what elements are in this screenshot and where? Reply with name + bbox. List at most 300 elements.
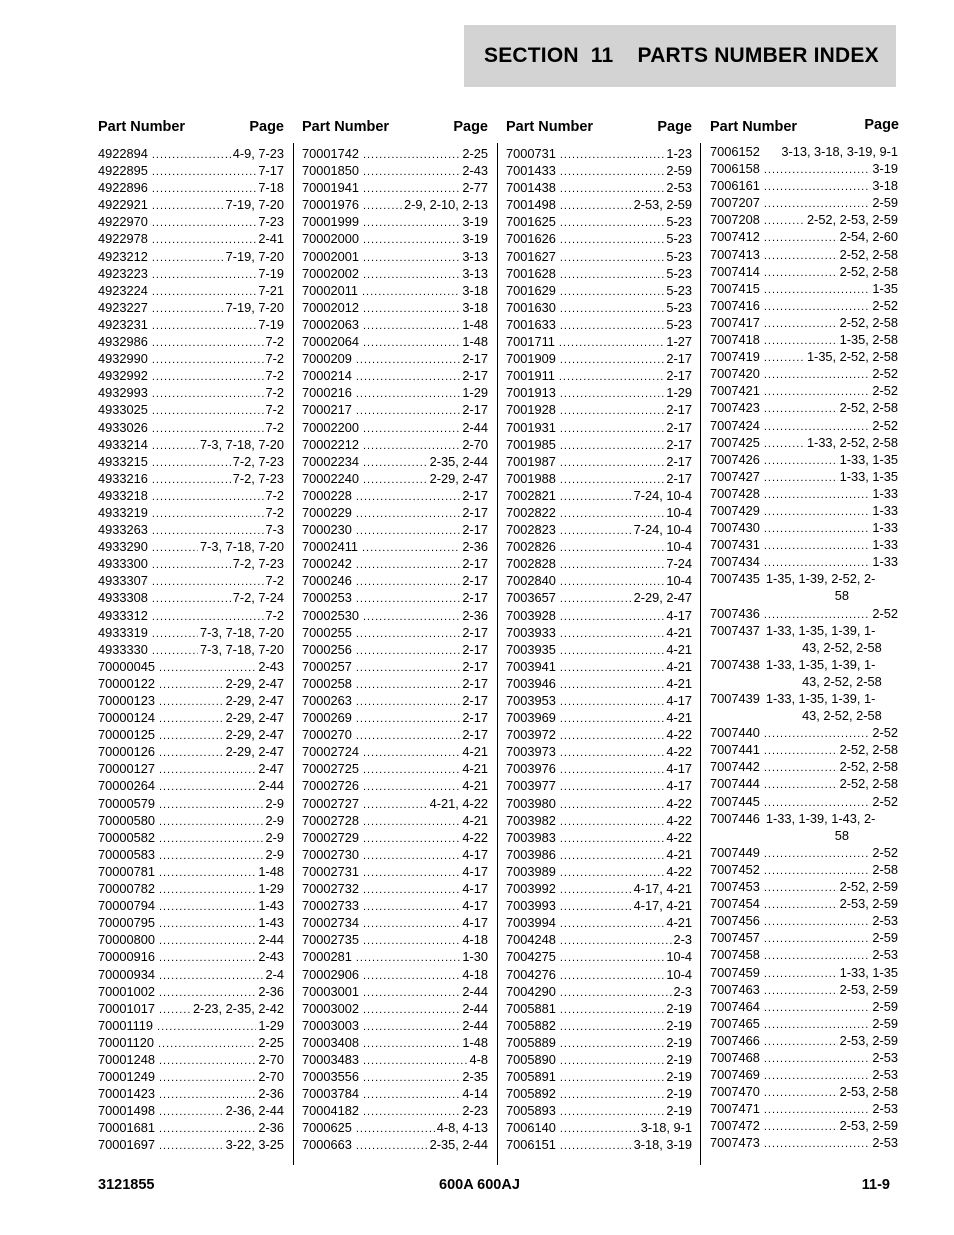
index-row bbox=[710, 1032, 898, 1049]
page-reference: 2-52, 2-53, 2-59 bbox=[806, 212, 898, 228]
index-row bbox=[710, 861, 898, 878]
part-number: 4933330 bbox=[98, 641, 148, 657]
dot-leader bbox=[560, 797, 665, 814]
part-number: 7002823 bbox=[506, 522, 556, 538]
dot-leader bbox=[560, 626, 665, 643]
part-number: 7007208 bbox=[710, 212, 760, 228]
index-row bbox=[710, 434, 898, 451]
dot-leader bbox=[764, 743, 838, 760]
page-reference: 2-9 bbox=[265, 812, 284, 828]
index-column-3 bbox=[506, 119, 692, 1154]
page-reference: 2-29, 2-47 bbox=[429, 470, 488, 486]
part-number: 7007416 bbox=[710, 297, 760, 313]
index-row bbox=[506, 504, 692, 521]
page-reference: 2-9 bbox=[265, 846, 284, 862]
index-row bbox=[302, 521, 488, 538]
page-reference: 4-17 bbox=[462, 863, 488, 879]
page-reference: 2-17 bbox=[666, 368, 692, 384]
page-reference: 3-18 bbox=[462, 299, 488, 315]
page-reference: 5-23 bbox=[666, 282, 692, 298]
index-row bbox=[302, 1034, 488, 1051]
page-reference-line-1: 1-33, 1-35, 1-39, 1- bbox=[765, 622, 876, 638]
page-reference: 1-33, 1-35 bbox=[839, 451, 898, 467]
page-reference: 2-17 bbox=[462, 556, 488, 572]
page-reference: 4-17 bbox=[666, 693, 692, 708]
part-number: 4923223 bbox=[98, 265, 148, 281]
part-number: 7004248 bbox=[506, 932, 556, 948]
page-reference: 4-22 bbox=[462, 829, 488, 845]
part-number: 7000731 bbox=[506, 146, 556, 161]
index-row bbox=[302, 692, 488, 709]
page-reference: 2-43 bbox=[258, 949, 284, 965]
part-number: 7001633 bbox=[506, 316, 556, 332]
part-number: 70002906 bbox=[302, 966, 359, 982]
part-number: 70001498 bbox=[98, 1103, 155, 1119]
part-number: 7001629 bbox=[506, 282, 556, 298]
dot-leader bbox=[363, 831, 460, 848]
index-row bbox=[710, 912, 898, 929]
part-number: 70004182 bbox=[302, 1103, 359, 1119]
part-number: 7000229 bbox=[302, 504, 352, 520]
page-reference: 2-17 bbox=[462, 368, 488, 384]
index-row bbox=[506, 1068, 692, 1085]
part-number: 7006151 bbox=[506, 1137, 556, 1153]
dot-leader bbox=[159, 694, 224, 711]
page-reference: 2-17 bbox=[666, 351, 692, 367]
part-number: 7001988 bbox=[506, 470, 556, 486]
dot-leader bbox=[363, 301, 460, 318]
page-reference: 4-21 bbox=[462, 778, 488, 794]
index-row bbox=[98, 299, 284, 316]
index-row bbox=[302, 589, 488, 606]
page-reference: 4-17 bbox=[666, 778, 692, 794]
part-number: 70002733 bbox=[302, 898, 359, 914]
page-reference: 7-2 bbox=[265, 419, 284, 435]
part-number: 70002734 bbox=[302, 915, 359, 931]
part-number: 7003972 bbox=[506, 727, 556, 743]
index-row bbox=[98, 213, 284, 230]
part-number: 4933214 bbox=[98, 436, 148, 452]
part-number: 70000580 bbox=[98, 812, 155, 828]
index-row bbox=[98, 641, 284, 658]
column-divider bbox=[497, 143, 498, 1165]
part-number: 7007429 bbox=[710, 502, 760, 518]
part-number: 7007449 bbox=[710, 844, 760, 860]
index-row bbox=[98, 196, 284, 213]
part-number: 7007426 bbox=[710, 451, 760, 467]
page-reference: 2-29, 2-47 bbox=[225, 693, 284, 708]
page-reference: 2-44 bbox=[462, 1000, 488, 1016]
dot-leader bbox=[764, 350, 805, 367]
page-reference: 7-23 bbox=[258, 214, 284, 230]
part-number: 7000209 bbox=[302, 351, 352, 367]
index-row bbox=[506, 983, 692, 1000]
index-row bbox=[302, 795, 488, 812]
part-number: 7000663 bbox=[302, 1137, 352, 1153]
index-row bbox=[710, 1066, 898, 1083]
index-row bbox=[710, 605, 898, 622]
index-row bbox=[98, 607, 284, 624]
index-rows bbox=[506, 145, 692, 1154]
index-row bbox=[506, 401, 692, 418]
page-reference: 2-35 bbox=[462, 1069, 488, 1085]
part-number: 7006152 bbox=[710, 144, 760, 159]
index-row bbox=[710, 451, 898, 468]
page-reference: 2-52, 2-58 bbox=[839, 776, 898, 792]
page-reference: 2-44 bbox=[462, 1017, 488, 1033]
part-number: 7003980 bbox=[506, 795, 556, 811]
page-reference: 2-19 bbox=[666, 1017, 692, 1033]
index-row bbox=[98, 1085, 284, 1102]
index-row bbox=[710, 177, 898, 194]
dot-leader bbox=[560, 1036, 665, 1053]
part-number: 7004275 bbox=[506, 949, 556, 965]
dot-leader bbox=[764, 487, 871, 504]
index-row bbox=[302, 470, 488, 487]
dot-leader bbox=[152, 540, 198, 557]
index-row bbox=[98, 931, 284, 948]
index-row bbox=[98, 470, 284, 487]
part-number: 7007424 bbox=[710, 417, 760, 433]
index-row bbox=[302, 419, 488, 436]
index-row bbox=[302, 350, 488, 367]
dot-leader bbox=[152, 489, 264, 506]
dot-leader bbox=[764, 846, 871, 863]
page-reference: 4-9, 7-23 bbox=[232, 146, 284, 161]
part-number: 70000264 bbox=[98, 778, 155, 794]
part-number: 7005891 bbox=[506, 1069, 556, 1085]
part-number: 70002729 bbox=[302, 829, 359, 845]
part-number: 7001630 bbox=[506, 299, 556, 315]
dot-leader bbox=[764, 436, 805, 453]
index-row bbox=[98, 333, 284, 350]
index-row bbox=[710, 895, 898, 912]
part-number: 7007425 bbox=[710, 434, 760, 450]
part-number: 4933263 bbox=[98, 522, 148, 538]
index-row bbox=[98, 401, 284, 418]
index-row bbox=[98, 846, 284, 863]
index-row bbox=[506, 692, 692, 709]
part-number: 70000916 bbox=[98, 949, 155, 965]
page-reference: 2-3 bbox=[673, 983, 692, 999]
index-row bbox=[710, 758, 898, 775]
page-reference: 4-8 bbox=[469, 1051, 488, 1067]
index-row bbox=[506, 350, 692, 367]
part-number: 70002212 bbox=[302, 436, 359, 452]
dot-leader bbox=[764, 983, 838, 1000]
index-row bbox=[98, 1034, 284, 1051]
dot-leader bbox=[363, 267, 460, 284]
part-number: 7007418 bbox=[710, 332, 760, 348]
index-row bbox=[302, 299, 488, 316]
page-reference: 2-70 bbox=[258, 1051, 284, 1067]
part-number: 7007438 bbox=[710, 656, 760, 672]
index-row bbox=[710, 570, 898, 604]
part-number: 7006140 bbox=[506, 1120, 556, 1136]
column-header bbox=[710, 117, 898, 137]
part-number: 7007452 bbox=[710, 861, 760, 877]
part-number: 7007464 bbox=[710, 998, 760, 1014]
index-row bbox=[302, 948, 488, 965]
dot-leader bbox=[159, 1070, 256, 1087]
page-reference: 7-3, 7-18, 7-20 bbox=[200, 539, 284, 555]
dot-leader bbox=[363, 1036, 460, 1053]
index-row bbox=[506, 624, 692, 641]
page-reference: 2-53 bbox=[872, 1067, 898, 1083]
index-row bbox=[506, 487, 692, 504]
dot-leader bbox=[560, 232, 665, 249]
dot-leader bbox=[152, 147, 231, 164]
page-reference: 2-43 bbox=[462, 163, 488, 179]
part-number: 7001438 bbox=[506, 180, 556, 196]
page-reference: 10-4 bbox=[666, 573, 692, 589]
part-number: 70001248 bbox=[98, 1051, 155, 1067]
part-number: 7007207 bbox=[710, 195, 760, 211]
dot-leader bbox=[560, 609, 665, 626]
page-reference: 3-18 bbox=[462, 282, 488, 298]
page-reference-line-2: 58 bbox=[834, 588, 850, 604]
part-number: 4933216 bbox=[98, 470, 148, 486]
index-row bbox=[98, 419, 284, 436]
part-number: 70002724 bbox=[302, 744, 359, 760]
part-number: 4922978 bbox=[98, 231, 148, 247]
index-row bbox=[302, 230, 488, 247]
page-reference: 1-33, 1-35 bbox=[839, 964, 898, 980]
index-row bbox=[302, 846, 488, 863]
page-reference: 4-21 bbox=[666, 915, 692, 931]
dot-leader bbox=[560, 711, 665, 728]
dot-leader bbox=[764, 880, 838, 897]
page-reference: 1-43 bbox=[258, 898, 284, 914]
index-row bbox=[98, 589, 284, 606]
index-row bbox=[98, 487, 284, 504]
part-number: 7000270 bbox=[302, 727, 352, 743]
dot-leader bbox=[560, 198, 632, 215]
index-row bbox=[506, 436, 692, 453]
page-reference: 2-52 bbox=[872, 297, 898, 313]
page-reference: 7-24, 10-4 bbox=[633, 522, 692, 538]
dot-leader bbox=[560, 164, 665, 181]
part-number: 7007469 bbox=[710, 1067, 760, 1083]
part-number: 7000253 bbox=[302, 590, 352, 606]
dot-leader bbox=[764, 931, 871, 948]
dot-leader bbox=[362, 284, 460, 301]
dot-leader bbox=[356, 386, 461, 403]
part-number: 4932990 bbox=[98, 351, 148, 367]
index-row bbox=[506, 795, 692, 812]
dot-leader bbox=[560, 267, 665, 284]
index-row bbox=[98, 1136, 284, 1153]
part-number: 7000217 bbox=[302, 402, 352, 418]
page-reference: 5-23 bbox=[666, 231, 692, 247]
index-row bbox=[506, 282, 692, 299]
index-row bbox=[98, 1000, 284, 1017]
page-reference: 2-9 bbox=[265, 829, 284, 845]
part-number: 7006161 bbox=[710, 178, 760, 194]
dot-leader bbox=[764, 1136, 871, 1153]
page-reference: 4-8, 4-13 bbox=[436, 1120, 488, 1136]
index-row bbox=[302, 1000, 488, 1017]
page-reference: 7-2 bbox=[265, 402, 284, 418]
dot-leader bbox=[159, 865, 256, 882]
part-number: 7003946 bbox=[506, 675, 556, 691]
page-reference: 2-52, 2-58 bbox=[839, 314, 898, 330]
part-number: 70001120 bbox=[98, 1034, 154, 1050]
index-row bbox=[506, 914, 692, 931]
part-number: 7005882 bbox=[506, 1017, 556, 1033]
dot-leader bbox=[159, 814, 264, 831]
index-row bbox=[302, 726, 488, 743]
dot-leader bbox=[764, 897, 838, 914]
dot-leader bbox=[764, 265, 838, 282]
index-row bbox=[98, 453, 284, 470]
part-number: 7003941 bbox=[506, 658, 556, 674]
page-reference: 2-19 bbox=[666, 1069, 692, 1085]
index-row bbox=[98, 367, 284, 384]
dot-leader bbox=[560, 250, 665, 267]
index-row bbox=[98, 384, 284, 401]
part-number: 7005892 bbox=[506, 1086, 556, 1102]
page-reference: 2-29, 2-47 bbox=[225, 710, 284, 726]
dot-leader bbox=[764, 1000, 871, 1017]
index-row bbox=[302, 607, 488, 624]
dot-leader bbox=[356, 677, 461, 694]
part-number: 7000257 bbox=[302, 658, 352, 674]
page-reference: 4-17 bbox=[462, 846, 488, 862]
part-number: 70002731 bbox=[302, 863, 359, 879]
part-number: 70002732 bbox=[302, 881, 359, 897]
page-reference: 2-17 bbox=[462, 624, 488, 640]
part-number: 7000246 bbox=[302, 573, 352, 589]
page-reference: 1-29 bbox=[258, 1017, 284, 1033]
part-number-header: Part Number bbox=[98, 119, 186, 135]
dot-leader bbox=[363, 232, 460, 249]
page-reference: 2-29, 2-47 bbox=[633, 590, 692, 606]
page-reference: 7-2, 7-24 bbox=[232, 590, 284, 606]
part-number: 7003953 bbox=[506, 693, 556, 708]
index-row bbox=[98, 145, 284, 162]
dot-leader bbox=[152, 506, 264, 523]
dot-leader bbox=[356, 591, 461, 608]
page-reference: 7-3, 7-18, 7-20 bbox=[200, 641, 284, 657]
part-number: 7007419 bbox=[710, 349, 760, 365]
page-reference: 4-22 bbox=[666, 863, 692, 879]
dot-leader bbox=[363, 865, 460, 882]
page-reference: 2-41 bbox=[258, 231, 284, 247]
page-reference: 4-14 bbox=[462, 1086, 488, 1102]
page-reference: 7-3, 7-18, 7-20 bbox=[200, 624, 284, 640]
page-reference: 2-52, 2-58 bbox=[839, 759, 898, 775]
page-reference: 2-17 bbox=[666, 402, 692, 418]
page-reference: 7-19 bbox=[258, 316, 284, 332]
dot-leader bbox=[363, 609, 460, 626]
dot-leader bbox=[152, 386, 264, 403]
dot-leader bbox=[764, 966, 838, 983]
dot-leader bbox=[152, 369, 264, 386]
page-reference: 4-21 bbox=[462, 812, 488, 828]
index-row bbox=[98, 230, 284, 247]
dot-leader bbox=[159, 1104, 224, 1121]
page-reference: 5-23 bbox=[666, 299, 692, 315]
part-number: 70000795 bbox=[98, 915, 155, 931]
part-number: 4933300 bbox=[98, 556, 148, 572]
part-number: 7001498 bbox=[506, 197, 556, 213]
dot-leader bbox=[152, 318, 257, 335]
page-reference: 5-23 bbox=[666, 214, 692, 230]
page-reference: 7-19 bbox=[258, 265, 284, 281]
part-number: 7003933 bbox=[506, 624, 556, 640]
part-number: 4923212 bbox=[98, 248, 148, 264]
part-number: 7007420 bbox=[710, 366, 760, 382]
part-number: 4933307 bbox=[98, 573, 148, 589]
index-row bbox=[710, 519, 898, 536]
index-row bbox=[506, 589, 692, 606]
column-divider bbox=[700, 143, 701, 1165]
part-number: 7000269 bbox=[302, 710, 352, 726]
index-row bbox=[710, 211, 898, 228]
dot-leader bbox=[764, 401, 838, 418]
part-number-header: Part Number bbox=[710, 119, 798, 135]
part-number: 70000934 bbox=[98, 966, 155, 982]
page-reference: 2-4 bbox=[265, 966, 284, 982]
page-reference: 1-48 bbox=[462, 334, 488, 350]
index-row bbox=[506, 607, 692, 624]
part-number-header: Part Number bbox=[302, 119, 390, 135]
page-reference: 4-21 bbox=[462, 761, 488, 777]
dot-leader bbox=[764, 470, 838, 487]
part-number: 70002411 bbox=[302, 539, 358, 555]
index-row bbox=[302, 1051, 488, 1068]
dot-leader bbox=[356, 489, 461, 506]
part-number: 70000126 bbox=[98, 744, 155, 760]
index-row bbox=[710, 502, 898, 519]
dot-leader bbox=[560, 779, 665, 796]
page-reference: 4-18 bbox=[462, 966, 488, 982]
page-reference: 2-17 bbox=[462, 590, 488, 606]
page-reference: 2-52 bbox=[872, 383, 898, 399]
page-reference: 4-22 bbox=[666, 795, 692, 811]
index-row bbox=[710, 485, 898, 502]
index-row bbox=[710, 246, 898, 263]
page-reference: 2-36 bbox=[258, 1120, 284, 1136]
page-reference: 1-30 bbox=[462, 949, 488, 965]
part-number: 7001909 bbox=[506, 351, 556, 367]
index-row bbox=[506, 384, 692, 401]
index-row bbox=[302, 282, 488, 299]
dot-leader bbox=[159, 933, 256, 950]
part-number: 70001999 bbox=[302, 214, 359, 230]
index-row bbox=[710, 143, 898, 160]
dot-leader bbox=[560, 677, 665, 694]
dot-leader bbox=[560, 215, 665, 232]
column-header bbox=[506, 119, 692, 139]
part-number: 7000263 bbox=[302, 693, 352, 708]
dot-leader bbox=[560, 284, 665, 301]
index-row bbox=[302, 914, 488, 931]
index-row bbox=[710, 793, 898, 810]
page-reference: 1-33 bbox=[872, 520, 898, 536]
index-row bbox=[98, 282, 284, 299]
dot-leader bbox=[560, 1002, 665, 1019]
page-reference: 4-21 bbox=[666, 846, 692, 862]
index-column-2 bbox=[302, 119, 488, 1154]
index-rows bbox=[710, 143, 898, 1152]
index-row bbox=[710, 690, 898, 724]
page-reference: 2-17 bbox=[666, 470, 692, 486]
index-row bbox=[506, 299, 692, 316]
page-references bbox=[760, 622, 898, 656]
dot-leader bbox=[764, 760, 838, 777]
